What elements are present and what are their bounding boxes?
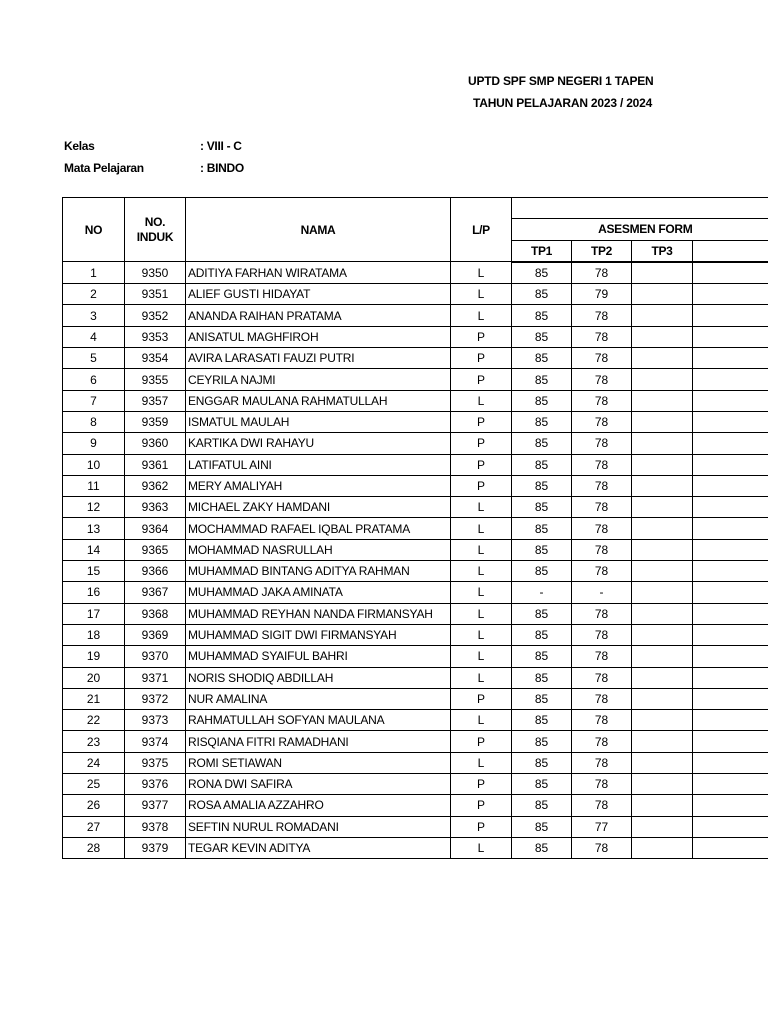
table-row	[63, 646, 768, 667]
row-tp1: 85	[512, 475, 572, 496]
row-tp3	[632, 262, 693, 284]
row-nama: RAHMATULLAH SOFYAN MAULANA	[186, 710, 451, 731]
grade-table-frame	[62, 197, 768, 897]
row-tp3	[632, 731, 693, 752]
table-row	[63, 454, 768, 475]
col-header-induk: NO. INDUK	[125, 198, 186, 262]
row-overflow-cell	[693, 710, 768, 731]
table-row	[63, 390, 768, 411]
row-nama: NORIS SHODIQ ABDILLAH	[186, 667, 451, 688]
row-overflow-cell	[693, 497, 768, 518]
row-no: 11	[63, 475, 125, 496]
row-no: 27	[63, 816, 125, 837]
row-tp2: 78	[572, 348, 632, 369]
row-tp2: 78	[572, 262, 632, 284]
group-header-asesmen: ASESMEN FORM	[512, 219, 693, 240]
row-lp: P	[451, 688, 512, 709]
row-tp3	[632, 326, 693, 347]
school-name-heading: UPTD SPF SMP NEGERI 1 TAPEN	[468, 74, 654, 88]
table-row	[63, 433, 768, 454]
row-nama: ENGGAR MAULANA RAHMATULLAH	[186, 390, 451, 411]
row-induk: 9365	[125, 539, 186, 560]
row-tp3	[632, 837, 693, 858]
table-row	[63, 624, 768, 645]
row-overflow-cell	[693, 390, 768, 411]
row-induk: 9351	[125, 284, 186, 305]
row-tp1: 85	[512, 667, 572, 688]
row-induk: 9372	[125, 688, 186, 709]
row-nama: AVIRA LARASATI FAUZI PUTRI	[186, 348, 451, 369]
row-lp: L	[451, 582, 512, 603]
table-body	[63, 262, 768, 859]
row-tp3	[632, 774, 693, 795]
row-tp1: 85	[512, 390, 572, 411]
row-tp2: 78	[572, 624, 632, 645]
row-tp2: 78	[572, 454, 632, 475]
table-row	[63, 837, 768, 858]
row-induk: 9376	[125, 774, 186, 795]
col-header-lp: L/P	[451, 198, 512, 262]
row-tp2: 78	[572, 688, 632, 709]
col-header-no: NO	[63, 198, 125, 262]
row-lp: L	[451, 624, 512, 645]
sub-header-tp2: TP2	[572, 240, 632, 262]
row-nama: MICHAEL ZAKY HAMDANI	[186, 497, 451, 518]
row-nama: KARTIKA DWI RAHAYU	[186, 433, 451, 454]
row-induk: 9361	[125, 454, 186, 475]
table-row	[63, 731, 768, 752]
sub-header-tp1: TP1	[512, 240, 572, 262]
row-induk: 9375	[125, 752, 186, 773]
row-tp2: 78	[572, 837, 632, 858]
row-induk: 9370	[125, 646, 186, 667]
row-tp3	[632, 582, 693, 603]
row-nama: ISMATUL MAULAH	[186, 411, 451, 432]
row-tp2: 78	[572, 475, 632, 496]
row-tp2: 78	[572, 369, 632, 390]
row-tp1: 85	[512, 624, 572, 645]
row-no: 20	[63, 667, 125, 688]
row-tp1: 85	[512, 795, 572, 816]
row-no: 19	[63, 646, 125, 667]
row-nama: MUHAMMAD SIGIT DWI FIRMANSYAH	[186, 624, 451, 645]
row-tp1: 85	[512, 646, 572, 667]
row-tp2: 78	[572, 433, 632, 454]
row-no: 6	[63, 369, 125, 390]
table-row	[63, 475, 768, 496]
table-row	[63, 774, 768, 795]
row-nama: ALIEF GUSTI HIDAYAT	[186, 284, 451, 305]
row-overflow-cell	[693, 561, 768, 582]
table-row	[63, 539, 768, 560]
row-lp: P	[451, 795, 512, 816]
row-tp3	[632, 411, 693, 432]
row-tp3	[632, 284, 693, 305]
row-lp: L	[451, 646, 512, 667]
grade-table	[62, 197, 768, 859]
row-overflow-cell	[693, 262, 768, 284]
row-lp: P	[451, 475, 512, 496]
row-nama: RISQIANA FITRI RAMADHANI	[186, 731, 451, 752]
row-no: 24	[63, 752, 125, 773]
table-row	[63, 561, 768, 582]
row-tp3	[632, 646, 693, 667]
table-row	[63, 497, 768, 518]
row-induk: 9374	[125, 731, 186, 752]
academic-year-heading: TAHUN PELAJARAN 2023 / 2024	[473, 96, 653, 110]
row-induk: 9366	[125, 561, 186, 582]
table-row	[63, 348, 768, 369]
row-nama: TEGAR KEVIN ADITYA	[186, 837, 451, 858]
row-induk: 9350	[125, 262, 186, 284]
row-tp2: 78	[572, 497, 632, 518]
row-induk: 9353	[125, 326, 186, 347]
row-tp1: 85	[512, 284, 572, 305]
row-tp1: 85	[512, 774, 572, 795]
row-tp3	[632, 305, 693, 326]
row-tp3	[632, 539, 693, 560]
row-overflow-cell	[693, 795, 768, 816]
row-overflow-cell	[693, 752, 768, 773]
row-lp: P	[451, 454, 512, 475]
row-lp: L	[451, 497, 512, 518]
table-row	[63, 710, 768, 731]
row-tp3	[632, 603, 693, 624]
row-overflow-cell	[693, 667, 768, 688]
row-tp2: 78	[572, 561, 632, 582]
row-tp2: 78	[572, 667, 632, 688]
row-overflow-cell	[693, 433, 768, 454]
row-lp: P	[451, 411, 512, 432]
row-tp2: 78	[572, 774, 632, 795]
row-overflow-cell	[693, 603, 768, 624]
row-nama: MERY AMALIYAH	[186, 475, 451, 496]
row-overflow-cell	[693, 518, 768, 539]
row-tp1: 85	[512, 518, 572, 539]
row-tp2: 78	[572, 795, 632, 816]
row-nama: CEYRILA NAJMI	[186, 369, 451, 390]
row-nama: MOHAMMAD NASRULLAH	[186, 539, 451, 560]
row-no: 22	[63, 710, 125, 731]
row-lp: L	[451, 837, 512, 858]
row-lp: P	[451, 774, 512, 795]
row-no: 21	[63, 688, 125, 709]
row-lp: P	[451, 326, 512, 347]
row-tp1: 85	[512, 561, 572, 582]
row-overflow-cell	[693, 348, 768, 369]
row-overflow-cell	[693, 774, 768, 795]
row-lp: L	[451, 539, 512, 560]
row-no: 28	[63, 837, 125, 858]
row-no: 5	[63, 348, 125, 369]
row-no: 8	[63, 411, 125, 432]
table-row	[63, 816, 768, 837]
table-row	[63, 369, 768, 390]
row-tp1: 85	[512, 752, 572, 773]
row-overflow-cell	[693, 646, 768, 667]
row-overflow-cell	[693, 305, 768, 326]
sub-header-tp3: TP3	[632, 240, 693, 262]
row-lp: P	[451, 348, 512, 369]
table-row	[63, 582, 768, 603]
row-tp1: 85	[512, 603, 572, 624]
row-overflow-cell	[693, 731, 768, 752]
row-tp1: 85	[512, 262, 572, 284]
row-overflow-cell	[693, 582, 768, 603]
row-induk: 9377	[125, 795, 186, 816]
row-induk: 9371	[125, 667, 186, 688]
row-lp: P	[451, 816, 512, 837]
row-no: 16	[63, 582, 125, 603]
row-no: 17	[63, 603, 125, 624]
row-tp2: 79	[572, 284, 632, 305]
row-nama: MUHAMMAD JAKA AMINATA	[186, 582, 451, 603]
row-tp2: 78	[572, 710, 632, 731]
table-row	[63, 284, 768, 305]
row-no: 14	[63, 539, 125, 560]
row-tp3	[632, 390, 693, 411]
table-row	[63, 688, 768, 709]
table-row	[63, 305, 768, 326]
row-tp2: 78	[572, 752, 632, 773]
row-induk: 9369	[125, 624, 186, 645]
row-lp: L	[451, 305, 512, 326]
row-lp: P	[451, 433, 512, 454]
row-nama: MUHAMMAD BINTANG ADITYA RAHMAN	[186, 561, 451, 582]
row-nama: MUHAMMAD SYAIFUL BAHRI	[186, 646, 451, 667]
row-overflow-cell	[693, 326, 768, 347]
row-overflow-cell	[693, 284, 768, 305]
row-nama: MUHAMMAD REYHAN NANDA FIRMANSYAH	[186, 603, 451, 624]
row-tp3	[632, 433, 693, 454]
row-lp: L	[451, 667, 512, 688]
row-no: 25	[63, 774, 125, 795]
row-tp1: 85	[512, 837, 572, 858]
row-tp1: 85	[512, 539, 572, 560]
row-no: 12	[63, 497, 125, 518]
row-tp3	[632, 518, 693, 539]
row-tp3	[632, 752, 693, 773]
row-induk: 9360	[125, 433, 186, 454]
row-lp: P	[451, 731, 512, 752]
row-induk: 9367	[125, 582, 186, 603]
row-overflow-cell	[693, 816, 768, 837]
row-tp2: 78	[572, 518, 632, 539]
row-tp1: 85	[512, 411, 572, 432]
row-tp2: 78	[572, 603, 632, 624]
row-tp1: -	[512, 582, 572, 603]
row-nama: LATIFATUL AINI	[186, 454, 451, 475]
row-nama: ROMI SETIAWAN	[186, 752, 451, 773]
subject-label: Mata Pelajaran	[64, 161, 144, 175]
row-no: 15	[63, 561, 125, 582]
row-tp2: -	[572, 582, 632, 603]
row-induk: 9363	[125, 497, 186, 518]
table-row	[63, 262, 768, 284]
row-tp1: 85	[512, 816, 572, 837]
row-no: 1	[63, 262, 125, 284]
row-induk: 9359	[125, 411, 186, 432]
row-lp: L	[451, 561, 512, 582]
table-row	[63, 518, 768, 539]
row-induk: 9354	[125, 348, 186, 369]
row-tp1: 85	[512, 369, 572, 390]
row-tp2: 77	[572, 816, 632, 837]
row-lp: L	[451, 262, 512, 284]
row-tp2: 78	[572, 646, 632, 667]
row-nama: MOCHAMMAD RAFAEL IQBAL PRATAMA	[186, 518, 451, 539]
row-tp1: 85	[512, 326, 572, 347]
row-tp3	[632, 667, 693, 688]
row-induk: 9355	[125, 369, 186, 390]
row-no: 26	[63, 795, 125, 816]
row-induk: 9362	[125, 475, 186, 496]
table-row	[63, 667, 768, 688]
table-row	[63, 752, 768, 773]
row-lp: L	[451, 390, 512, 411]
row-overflow-cell	[693, 475, 768, 496]
row-no: 3	[63, 305, 125, 326]
row-tp1: 85	[512, 688, 572, 709]
table-row	[63, 795, 768, 816]
table-row	[63, 326, 768, 347]
row-nama: ROSA AMALIA AZZAHRO	[186, 795, 451, 816]
row-tp2: 78	[572, 326, 632, 347]
row-nama: ANISATUL MAGHFIROH	[186, 326, 451, 347]
row-tp2: 78	[572, 305, 632, 326]
table-row	[63, 411, 768, 432]
row-lp: L	[451, 710, 512, 731]
row-induk: 9373	[125, 710, 186, 731]
row-no: 9	[63, 433, 125, 454]
class-label: Kelas	[64, 139, 95, 153]
row-overflow-cell	[693, 369, 768, 390]
row-overflow-cell	[693, 454, 768, 475]
row-tp3	[632, 497, 693, 518]
row-no: 18	[63, 624, 125, 645]
row-overflow-cell	[693, 411, 768, 432]
row-lp: L	[451, 284, 512, 305]
row-tp3	[632, 795, 693, 816]
row-overflow-cell	[693, 688, 768, 709]
row-tp1: 85	[512, 497, 572, 518]
row-tp3	[632, 561, 693, 582]
row-lp: L	[451, 603, 512, 624]
row-tp2: 78	[572, 731, 632, 752]
row-overflow-cell	[693, 539, 768, 560]
row-no: 13	[63, 518, 125, 539]
row-nama: ADITIYA FARHAN WIRATAMA	[186, 262, 451, 284]
sub-header-overflow	[693, 240, 768, 262]
row-induk: 9364	[125, 518, 186, 539]
row-nama: NUR AMALINA	[186, 688, 451, 709]
row-nama: SEFTIN NURUL ROMADANI	[186, 816, 451, 837]
row-no: 7	[63, 390, 125, 411]
row-tp1: 85	[512, 305, 572, 326]
row-tp3	[632, 624, 693, 645]
row-lp: L	[451, 752, 512, 773]
row-no: 10	[63, 454, 125, 475]
row-tp3	[632, 710, 693, 731]
row-tp2: 78	[572, 539, 632, 560]
row-tp1: 85	[512, 348, 572, 369]
subject-value: : BINDO	[200, 161, 244, 175]
row-nama: RONA DWI SAFIRA	[186, 774, 451, 795]
row-induk: 9378	[125, 816, 186, 837]
row-tp1: 85	[512, 454, 572, 475]
row-tp2: 78	[572, 390, 632, 411]
row-tp1: 85	[512, 710, 572, 731]
row-induk: 9379	[125, 837, 186, 858]
row-induk: 9368	[125, 603, 186, 624]
row-induk: 9357	[125, 390, 186, 411]
row-lp: L	[451, 518, 512, 539]
row-tp3	[632, 369, 693, 390]
col-header-nama: NAMA	[186, 198, 451, 262]
row-lp: P	[451, 369, 512, 390]
row-tp3	[632, 688, 693, 709]
row-no: 4	[63, 326, 125, 347]
row-tp3	[632, 816, 693, 837]
row-overflow-cell	[693, 837, 768, 858]
group-header-overflow	[693, 219, 768, 240]
row-nama: ANANDA RAIHAN PRATAMA	[186, 305, 451, 326]
table-row	[63, 603, 768, 624]
row-tp3	[632, 348, 693, 369]
row-tp1: 85	[512, 433, 572, 454]
row-tp1: 85	[512, 731, 572, 752]
group-header-blank	[512, 198, 768, 219]
row-tp3	[632, 454, 693, 475]
row-tp3	[632, 475, 693, 496]
row-no: 23	[63, 731, 125, 752]
row-overflow-cell	[693, 624, 768, 645]
row-no: 2	[63, 284, 125, 305]
table-header	[63, 198, 768, 262]
row-induk: 9352	[125, 305, 186, 326]
class-value: : VIII - C	[200, 139, 242, 153]
row-tp2: 78	[572, 411, 632, 432]
